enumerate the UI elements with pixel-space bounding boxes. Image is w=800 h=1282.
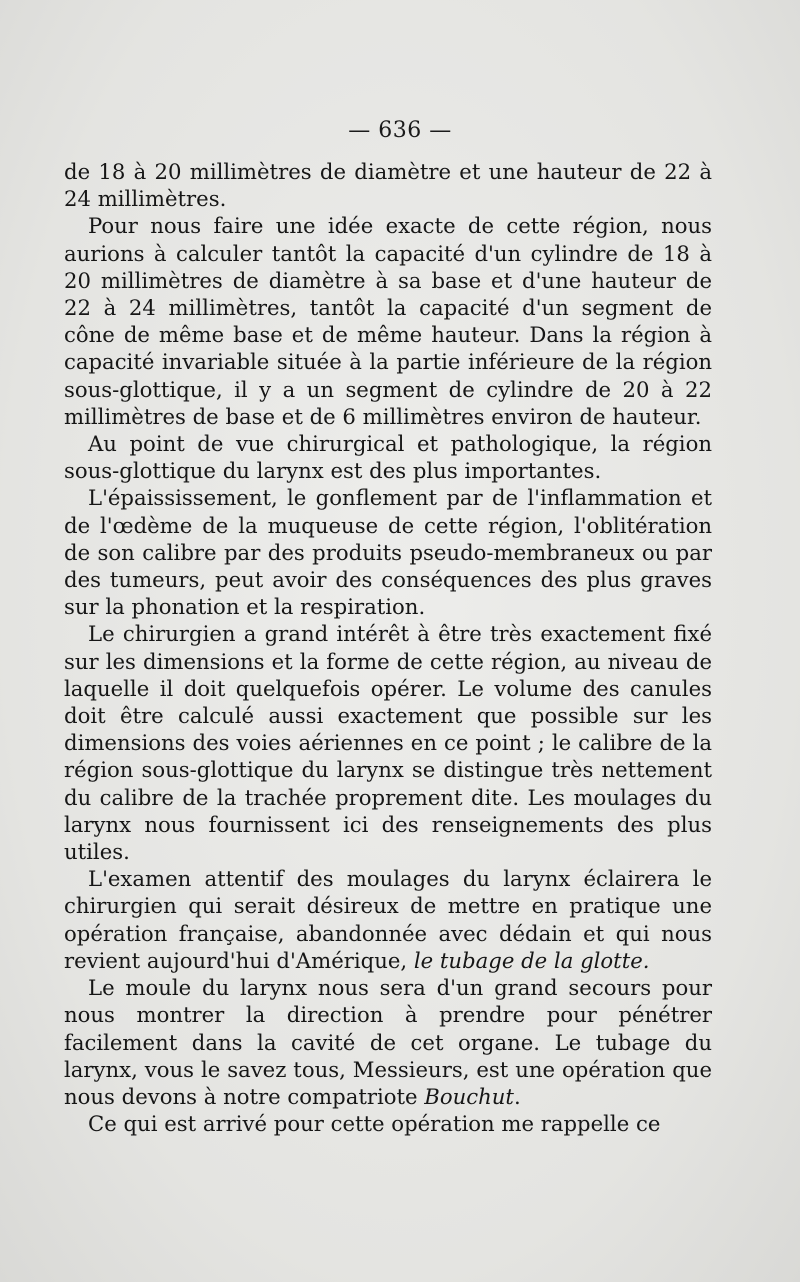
paragraph: Pour nous faire une idée exacte de cette région, nous aurions à calculer tantôt la capacité d'un cylindre de 18 à 20 millimètres de diamètre à sa base et d'une hauteur de 22 à 24 millimètres, tantôt la capacité d'un segment de cône de même base et de même hauteur. Dans la région à capacité invariable située à la partie inférieure de la région sous-glottique, il y a un segment de cylindre de 20 à 22 millimètres de base et de 6 millimètres environ de hauteur. <box>64 213 712 429</box>
paragraph: L'épaississement, le gonflement par de l'inflammation et de l'œdème de la muqueuse de cette région, l'oblitération de son calibre par des produits pseudo-membraneux ou par des tumeurs, peut avoir des conséquences des plus graves sur la phonation et la respiration. <box>64 485 712 620</box>
author-name: Bouchut <box>424 1083 514 1109</box>
body-text <box>64 158 712 1137</box>
paragraph: Au point de vue chirurgical et pathologique, la région sous-glottique du larynx est des plus importantes. <box>64 431 712 484</box>
paragraph: Le moule du larynx nous sera d'un grand secours pour nous montrer la direction à prendre pour pénétrer facilement dans la cavité de cet organe. Le tubage du larynx, vous le savez tous, Messieurs, est une opération que nous devons à notre compatriote Bouchut. <box>64 975 712 1109</box>
paragraph: Le chirurgien a grand intérêt à être très exactement fixé sur les dimensions et la forme de cette région, au niveau de laquelle il doit quelquefois opérer. Le volume des canules doit être calculé aussi exactement que possible sur les dimensions des voies aériennes en ce point ; le calibre de la région sous-glottique du larynx se distingue très nettement du calibre de la trachée proprement dite. Les moulages du larynx nous fournissent ici des renseignements des plus utiles. <box>64 621 712 865</box>
paragraph: L'examen attentif des moulages du larynx éclairera le chirurgien qui serait désireux de mettre en pratique une opération française, abandonnée avec dédain et qui nous revient aujourd'hui d'Amérique, le tubage de la glotte. <box>64 866 712 973</box>
page-number: — 636 — <box>348 118 452 143</box>
paragraph: de 18 à 20 millimètres de diamètre et une hauteur de 22 à 24 millimètres. <box>64 159 712 212</box>
paragraph: Ce qui est arrivé pour cette opération me rappelle ce <box>88 1111 661 1137</box>
italic-phrase: le tubage de la glotte. <box>413 947 650 973</box>
